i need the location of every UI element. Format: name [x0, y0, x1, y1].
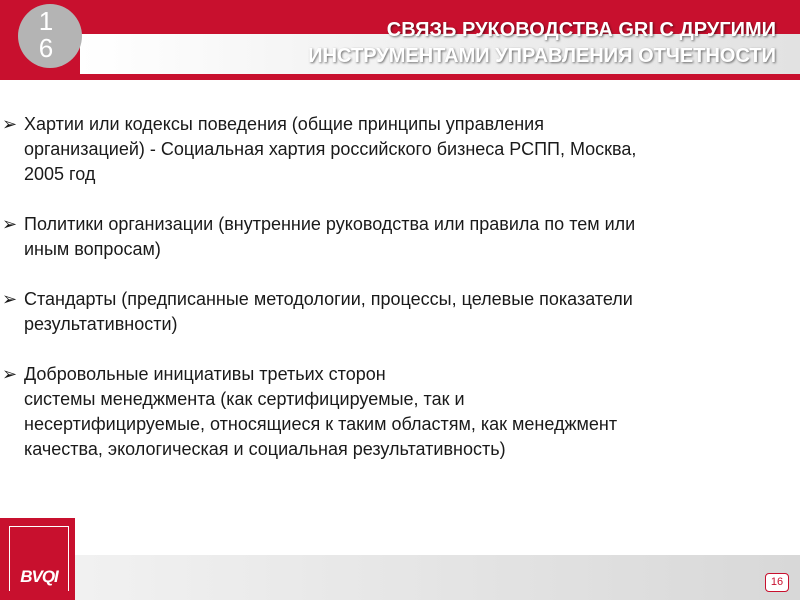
bullet-line: результативности): [24, 314, 178, 334]
bullet-item-standards: [0, 287, 790, 337]
slide-number-digit-1: 1: [38, 6, 62, 36]
bvqi-logo: [0, 518, 75, 600]
bullet-arrow-icon: ➢: [2, 214, 18, 234]
bullet-line: Политики организации (внутренние руководства или правила по тем или: [24, 214, 636, 234]
bullet-item-initiatives: [0, 362, 790, 462]
bullet-line: качества, экологическая и социальная результативность): [24, 439, 506, 459]
slide-number-digit-2: 6: [38, 33, 62, 63]
bullet-line: 2005 год: [24, 164, 96, 184]
logo-frame: [9, 526, 69, 591]
logo-text: BVQI: [20, 567, 58, 586]
bullet-line: Добровольные инициативы третьих сторон: [24, 364, 386, 384]
bullet-arrow-icon: ➢: [2, 364, 18, 384]
bullet-line: системы менеджмента (как сертифицируемые, так и: [24, 389, 465, 409]
footer-bar: [0, 555, 800, 600]
slide-title: [116, 17, 776, 69]
bullet-line: Стандарты (предписанные методологии, процессы, целевые показатели: [24, 289, 633, 309]
bullet-item-charters: [0, 112, 790, 187]
bullet-arrow-icon: ➢: [2, 114, 18, 134]
slide-number-circle: [18, 4, 82, 68]
bullet-list: [0, 112, 790, 487]
bullet-line: организацией) - Социальная хартия российского бизнеса РСПП, Москва,: [24, 139, 637, 159]
bullet-line: Хартии или кодексы поведения (общие принципы управления: [24, 114, 544, 134]
bullet-arrow-icon: ➢: [2, 289, 18, 309]
bullet-line: несертифицируемые, относящиеся к таким областям, как менеджмент: [24, 414, 618, 434]
bullet-line: иным вопросам): [24, 239, 161, 259]
slide-title-line-1: СВЯЗЬ РУКОВОДСТВА GRI С ДРУГИМИ: [386, 19, 776, 41]
page-number-badge: 16: [765, 573, 789, 592]
slide-title-line-2: ИНСТРУМЕНТАМИ УПРАВЛЕНИЯ ОТЧЕТНОСТИ: [308, 45, 776, 67]
bullet-item-policies: [0, 212, 790, 262]
